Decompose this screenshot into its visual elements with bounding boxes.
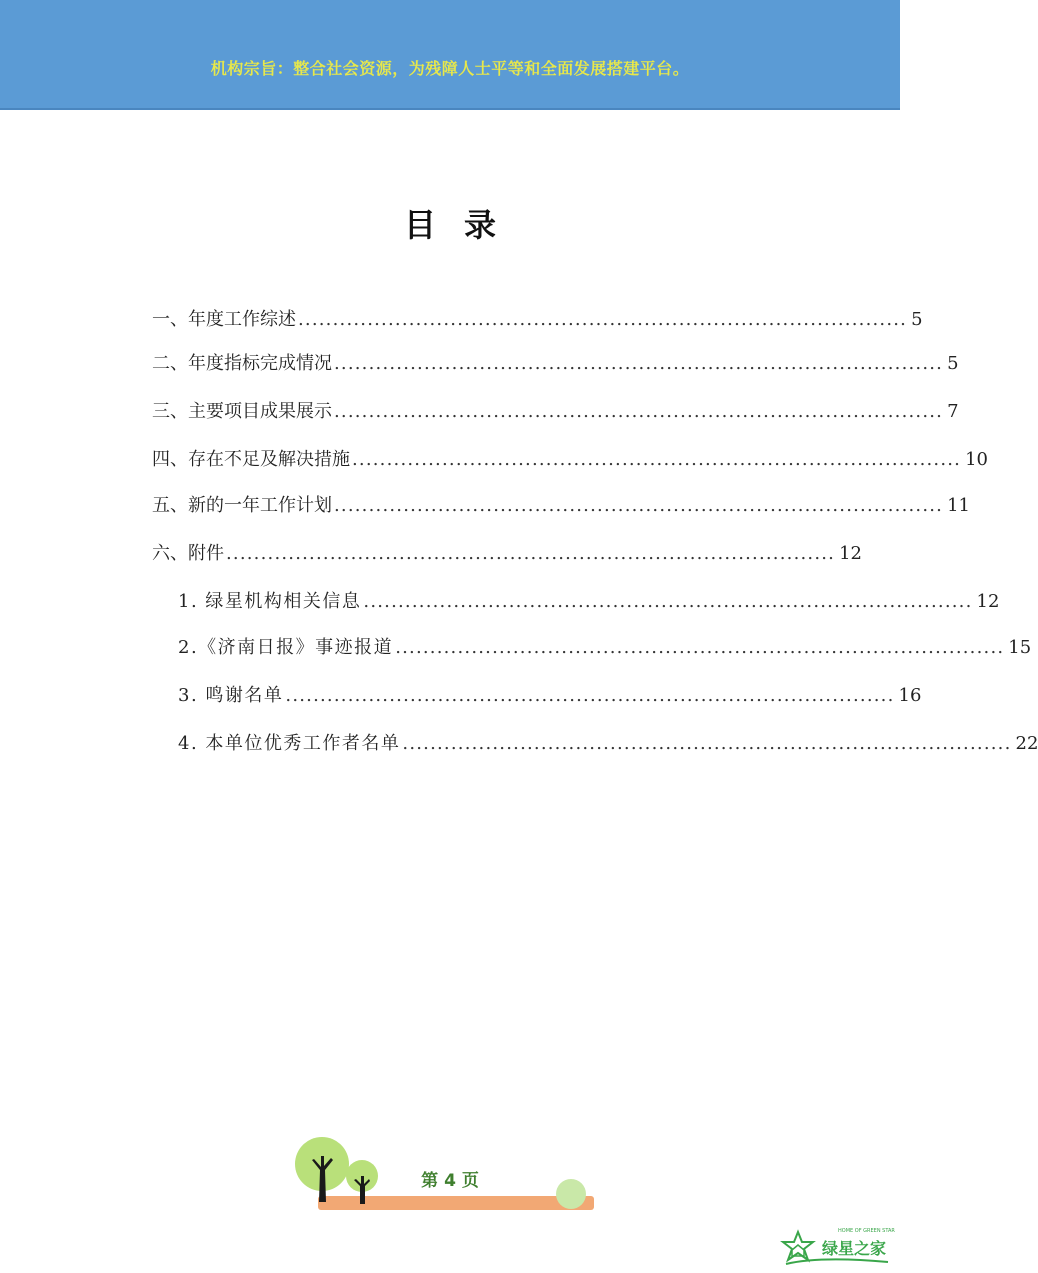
logo-subtitle: HOME OF GREEN STAR bbox=[838, 1228, 895, 1234]
page-number: 第 4 页 bbox=[421, 1171, 479, 1191]
toc-entry-label: 二、年度指标完成情况 bbox=[152, 353, 332, 374]
leader-dots: ........................................................................................ bbox=[334, 495, 944, 516]
toc-entry-page: 12 bbox=[839, 543, 863, 564]
toc-entry-plan[interactable] bbox=[152, 494, 971, 518]
toc-entry-page: 5 bbox=[947, 353, 959, 374]
leader-dots: ........................................................................................ bbox=[285, 685, 895, 706]
toc-subentry-acknowledgements[interactable] bbox=[178, 684, 922, 708]
toc-subentry-page: 12 bbox=[976, 591, 1000, 612]
logo-name: 绿星之家 bbox=[822, 1239, 887, 1258]
toc-entry-page: 10 bbox=[965, 449, 989, 470]
toc-entry-appendix[interactable] bbox=[152, 542, 863, 566]
leader-dots: ........................................................................................ bbox=[402, 733, 1012, 754]
toc-entry-label: 一、年度工作综述 bbox=[152, 309, 296, 330]
toc-subentry-org-info[interactable] bbox=[178, 590, 1000, 614]
logo-swoosh bbox=[786, 1259, 888, 1264]
toc-subentry-label: 1. 绿星机构相关信息 bbox=[178, 591, 362, 612]
leader-dots: ........................................................................................ bbox=[298, 309, 908, 330]
ground-strip bbox=[318, 1196, 594, 1210]
toc-subentry-label: 2.《济南日报》事迹报道 bbox=[178, 637, 394, 658]
leader-dots: ........................................................................................ bbox=[334, 401, 944, 422]
toc-subentry-news-report[interactable] bbox=[178, 636, 1032, 660]
toc-subentry-excellent-workers[interactable] bbox=[178, 732, 1038, 756]
toc-subentry-label: 3. 鸣谢名单 bbox=[178, 685, 284, 706]
toc-title: 目录 bbox=[403, 206, 524, 244]
leader-dots: ........................................................................................ bbox=[352, 449, 962, 470]
toc-subentry-label: 4. 本单位优秀工作者名单 bbox=[178, 733, 401, 754]
toc-entry-label: 三、主要项目成果展示 bbox=[152, 401, 332, 422]
leader-dots: ........................................................................................ bbox=[395, 637, 1005, 658]
toc-entry-summary[interactable] bbox=[152, 308, 923, 332]
toc-entry-shortcomings[interactable] bbox=[152, 448, 989, 472]
toc-subentry-page: 15 bbox=[1008, 637, 1032, 658]
toc-entry-indicators[interactable] bbox=[152, 352, 959, 376]
toc-entry-label: 六、附件 bbox=[152, 543, 224, 564]
toc-entry-page: 5 bbox=[911, 309, 923, 330]
leader-dots: ........................................................................................ bbox=[226, 543, 836, 564]
header-banner bbox=[0, 0, 900, 110]
leader-dots: ........................................................................................ bbox=[334, 353, 944, 374]
mission-statement: 机构宗旨：整合社会资源，为残障人士平等和全面发展搭建平台。 bbox=[210, 59, 690, 78]
toc-entry-page: 11 bbox=[947, 495, 971, 516]
toc-subentry-page: 22 bbox=[1015, 733, 1038, 754]
toc-entry-label: 五、新的一年工作计划 bbox=[152, 495, 332, 516]
toc-entry-label: 四、存在不足及解决措施 bbox=[152, 449, 350, 470]
toc-entry-page: 7 bbox=[947, 401, 959, 422]
leader-dots: ........................................................................................ bbox=[363, 591, 973, 612]
house-icon bbox=[792, 1245, 804, 1256]
toc-entry-projects[interactable] bbox=[152, 400, 959, 424]
toc-subentry-page: 16 bbox=[898, 685, 922, 706]
